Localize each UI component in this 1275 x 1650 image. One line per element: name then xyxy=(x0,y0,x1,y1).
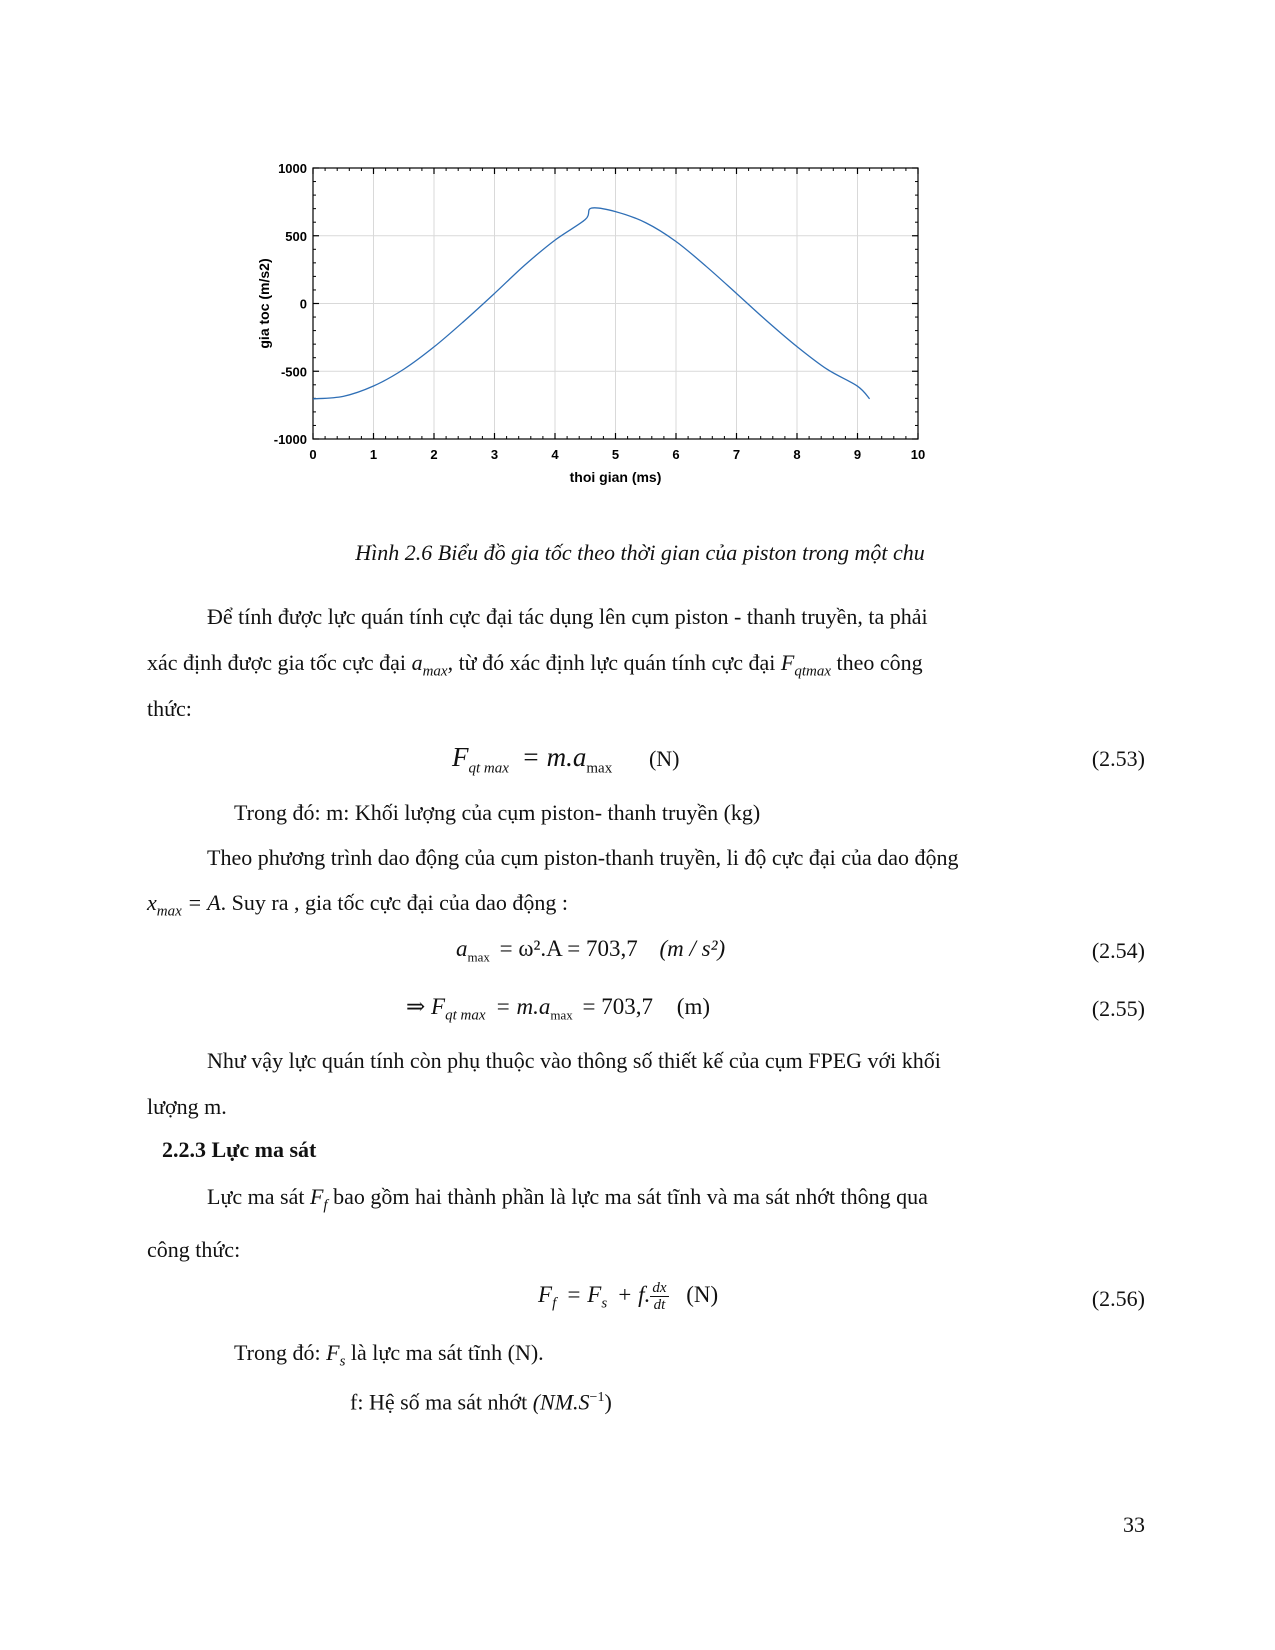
p1-text-b: , từ đó xác định lực quán tính cực đại xyxy=(447,650,781,675)
eq-number-2-56: (2.56) xyxy=(1091,1286,1145,1311)
frac-den: dt xyxy=(653,1297,666,1313)
eq253-unit: (N) xyxy=(648,746,680,771)
x-tick-label: 6 xyxy=(672,447,680,462)
x-max-eq: = A xyxy=(181,890,221,915)
paragraph2-line2 xyxy=(147,888,1137,926)
trong-do-fs xyxy=(234,1338,1224,1376)
p1-text-a: xác định được gia tốc cực đại xyxy=(147,650,412,675)
equation-2-55 xyxy=(406,994,710,1025)
x-tick-label: 8 xyxy=(793,447,801,462)
y-axis-label: gia toc (m/s2) xyxy=(256,258,272,349)
eq255-lhs-sub: qt max xyxy=(445,1007,486,1024)
eq-number-2-53: (2.53) xyxy=(1091,746,1145,771)
x-tick-label: 0 xyxy=(309,447,317,462)
paragraph2-line1: Theo phương trình dao động của cụm piston-thanh truyền, li độ cực đại của dao động xyxy=(207,845,959,870)
y-tick-label: 1000 xyxy=(278,161,307,176)
paragraph3-line1: Như vậy lực quán tính còn phụ thuộc vào thông số thiết kế của cụm FPEG với khối xyxy=(207,1048,941,1073)
eq254-unit: (m / s²) xyxy=(659,936,726,961)
y-tick-label: 0 xyxy=(299,296,307,312)
p2-rest: . Suy ra , gia tốc cực đại của dao động : xyxy=(220,890,568,915)
fs-symbol: F xyxy=(326,1340,340,1365)
f-qtmax-sub: qtmax xyxy=(794,663,831,680)
f-qtmax-symbol: F xyxy=(780,650,795,675)
eq256-mid: = F xyxy=(565,1281,602,1307)
eq256-lhs-sub: f xyxy=(552,1295,557,1312)
paragraph4-line1 xyxy=(207,1182,1197,1220)
x-tick-label: 2 xyxy=(430,447,438,462)
eq255-rhs: = 703,7 xyxy=(582,994,654,1019)
f-line-unit: (NM.S xyxy=(532,1389,590,1415)
paragraph1-line1: Để tính được lực quán tính cực đại tác dụng lên cụm piston - thanh truyền, ta phải xyxy=(207,604,928,629)
a-max-symbol: a xyxy=(411,650,423,675)
x-tick-label: 5 xyxy=(611,447,620,462)
paragraph1-line2 xyxy=(147,648,1137,686)
equation-2-53 xyxy=(452,742,680,777)
f-coefficient-line xyxy=(350,1383,1275,1417)
eq254-lhs-sub: max xyxy=(467,949,490,965)
equation-2-54 xyxy=(456,936,725,966)
chart-tick-labels xyxy=(274,161,925,462)
x-max-sub: max xyxy=(156,903,182,920)
paragraph1-line3: thức: xyxy=(147,696,192,721)
x-tick-label: 3 xyxy=(490,447,499,462)
paragraph4-line2: công thức: xyxy=(147,1237,241,1262)
td2-text-a: Trong đó: xyxy=(234,1340,327,1365)
eq256-unit: (N) xyxy=(686,1281,719,1307)
x-axis-label: thoi gian (ms) xyxy=(569,469,662,485)
figure-caption: Hình 2.6 Biểu đồ gia tốc theo thời gian của piston trong một chu xyxy=(355,540,925,565)
x-max-symbol: x xyxy=(147,890,157,915)
eq253-rhs: = m.a xyxy=(521,742,587,772)
ff-symbol: F xyxy=(309,1184,324,1209)
eq-number-2-55: (2.55) xyxy=(1091,996,1145,1021)
trong-do-mass: Trong đó: m: Khối lượng của cụm piston- thanh truyền (kg) xyxy=(234,800,761,825)
f-line-unit-end: ) xyxy=(604,1389,612,1415)
eq-number-2-54: (2.54) xyxy=(1091,938,1145,963)
chart-grid xyxy=(313,168,918,439)
section-heading: 2.2.3 Lực ma sát xyxy=(162,1137,317,1162)
p1-text-c: theo công xyxy=(831,650,923,675)
x-tick-label: 10 xyxy=(910,447,926,462)
td2-text-b: là lực ma sát tĩnh (N). xyxy=(345,1340,544,1365)
x-tick-label: 4 xyxy=(551,447,559,462)
eq256-mid-sub: s xyxy=(601,1295,608,1312)
x-tick-label: 9 xyxy=(853,447,862,462)
y-tick-label: 500 xyxy=(285,228,307,244)
y-tick-label: -1000 xyxy=(273,432,307,447)
eq253-rhs-sub: max xyxy=(586,760,613,777)
eq253-F-sub: qt max xyxy=(468,760,509,777)
eq255-mid: = m.a xyxy=(495,994,551,1019)
eq255-lhs: F xyxy=(431,994,446,1019)
x-tick-label: 1 xyxy=(369,447,378,462)
equation-2-56 xyxy=(538,1280,718,1313)
eq254-rhs: = ω².A = 703,7 xyxy=(499,936,638,961)
y-tick-label: -500 xyxy=(280,364,307,380)
paragraph3-line2: lượng m. xyxy=(147,1094,227,1119)
p4-text-a: Lực ma sát xyxy=(207,1184,310,1209)
f-line-unit-sup: −1 xyxy=(589,1390,605,1405)
frac-num: dx xyxy=(652,1280,667,1296)
ff-sub: f xyxy=(323,1197,328,1214)
implies-arrow: ⇒ xyxy=(406,994,426,1019)
eq253-F: F xyxy=(452,742,469,772)
eq256-plus: + f. xyxy=(616,1281,651,1307)
f-line-text: f: Hệ số ma sát nhớt xyxy=(350,1389,533,1415)
fs-sub: s xyxy=(339,1353,346,1370)
eq255-unit: (m) xyxy=(676,994,710,1019)
p4-text-b: bao gồm hai thành phần là lực ma sát tĩnh và ma sát nhớt thông qua xyxy=(327,1184,928,1209)
x-tick-label: 7 xyxy=(732,447,741,462)
a-max-sub: max xyxy=(422,663,448,680)
page-number: 33 xyxy=(1123,1512,1145,1537)
eq256-lhs: F xyxy=(538,1281,553,1307)
dx-dt-fraction xyxy=(650,1280,668,1313)
acceleration-chart xyxy=(255,160,945,505)
eq254-lhs: a xyxy=(456,936,468,961)
eq255-mid-sub: max xyxy=(550,1007,573,1023)
